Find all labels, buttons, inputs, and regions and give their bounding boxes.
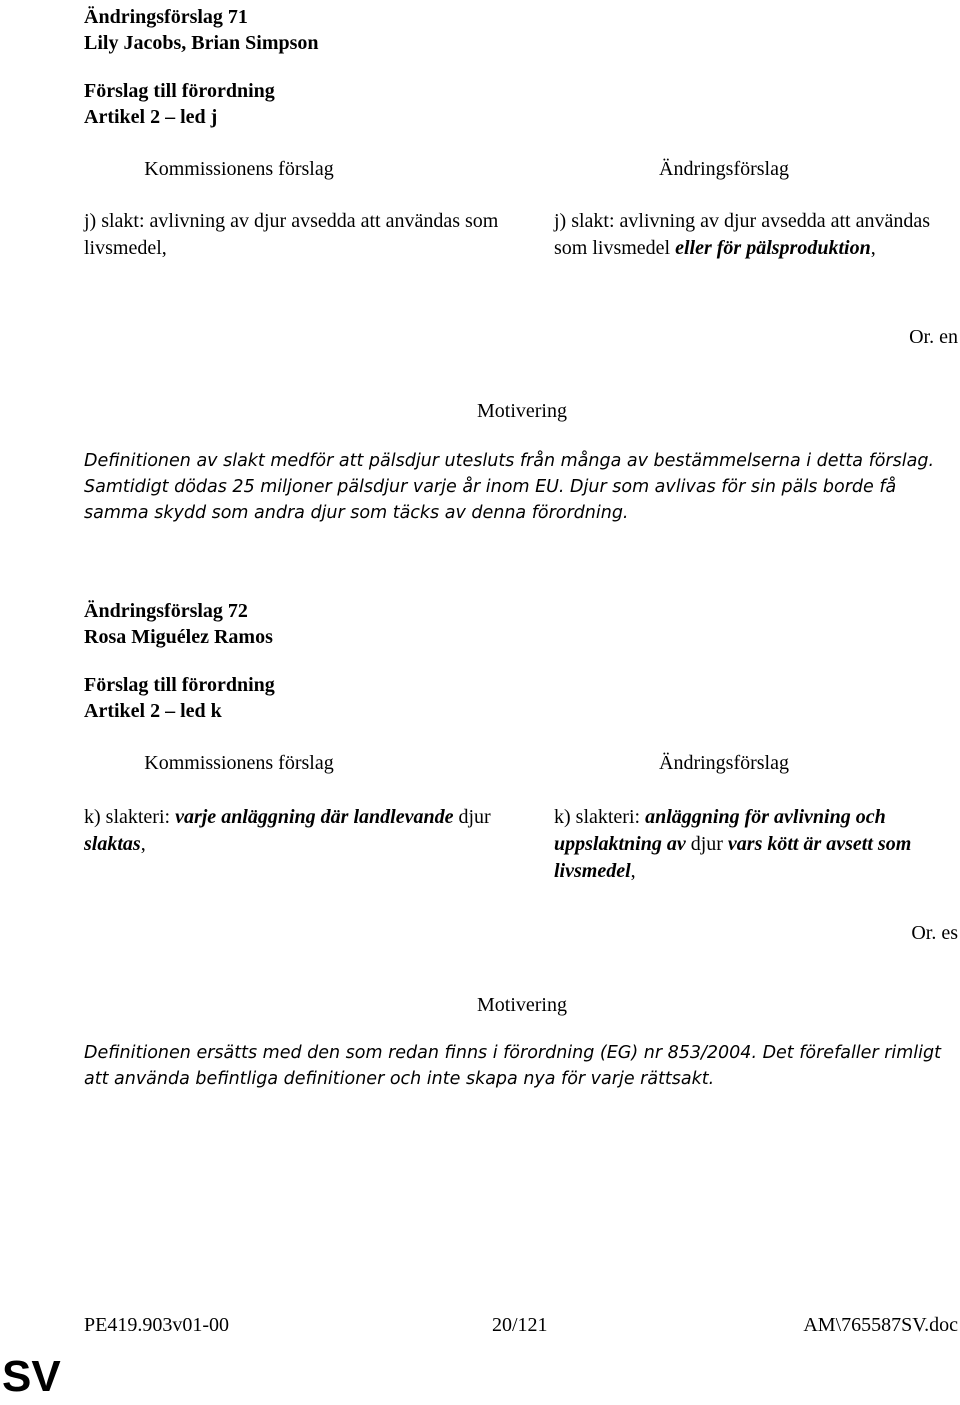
column-headings <box>84 750 960 776</box>
article-reference: Artikel 2 – led j <box>84 106 218 128</box>
article-reference: Artikel 2 – led k <box>84 700 222 722</box>
document-reference: PE419.903v01-00 <box>84 1314 229 1336</box>
amendment-heading: Ändringsförslag <box>659 752 789 774</box>
commission-proposal-heading: Kommissionens förslag <box>144 158 334 180</box>
amendment-text-mid: djur <box>685 833 728 855</box>
commission-text-emphasis-1: varje anläggning där landlevande <box>175 806 454 828</box>
amendment-text-end: , <box>630 860 636 882</box>
proposal-title: Förslag till förordning <box>84 674 275 696</box>
amendment-authors: Rosa Miguélez Ramos <box>84 626 273 648</box>
original-language: Or. es <box>911 922 958 944</box>
amendment-text <box>554 804 960 885</box>
amendment-text-emphasis-1: anläggning för avlivning och uppslaktning av <box>554 806 886 855</box>
justification-heading: Motivering <box>477 400 567 422</box>
amendment-text-plain: j) slakt: avlivning av djur avsedda att användas som livsmedel <box>554 210 931 259</box>
commission-text-prefix: k) slakteri: <box>84 806 176 828</box>
justification-text: Definitionen av slakt medför att pälsdjur utesluts från många av bestämmelserna i detta förslag. Samtidigt dödas 25 miljoner pälsdjur varje år inom EU. Djur som avlivas för sin päls borde få samma skydd som andra djur som täcks av denna förordning. <box>84 451 935 523</box>
amendment-number: Ändringsförslag 72 <box>84 600 248 622</box>
commission-text: j) slakt: avlivning av djur avsedda att användas som livsmedel, <box>84 210 499 259</box>
proposal-title: Förslag till förordning <box>84 80 275 102</box>
commission-text-end: , <box>140 833 146 855</box>
justification-heading: Motivering <box>477 994 567 1016</box>
language-code: SV <box>2 1352 61 1401</box>
original-language: Or. en <box>909 326 958 348</box>
amendment-authors: Lily Jacobs, Brian Simpson <box>84 32 319 54</box>
amendment-text-end: , <box>870 237 876 259</box>
column-headings <box>84 156 960 182</box>
justification-text: Definitionen ersätts med den som redan finns i förordning (EG) nr 853/2004. Det förefaller rimligt att använda befintliga definitioner och inte skapa nya för varje rättsakt. <box>84 1043 941 1089</box>
commission-proposal-heading: Kommissionens förslag <box>144 752 334 774</box>
amendment-heading: Ändringsförslag <box>659 158 789 180</box>
commission-text-emphasis-2: slaktas <box>84 833 141 855</box>
file-name: AM\765587SV.doc <box>803 1314 958 1336</box>
amendment-text <box>554 208 960 262</box>
amendment-text-prefix: k) slakteri: <box>554 806 646 828</box>
amendment-72 <box>84 598 960 1089</box>
page-number: 20/121 <box>492 1314 548 1336</box>
commission-text-mid: djur <box>453 806 491 828</box>
amendment-text-emphasis-2: vars kött är avsett som livsmedel <box>554 833 912 882</box>
commission-text <box>84 804 504 858</box>
amendment-71 <box>84 4 960 523</box>
amendment-text-emphasis: eller för pälsproduktion <box>675 237 871 259</box>
amendment-number: Ändringsförslag 71 <box>84 6 248 28</box>
page-footer <box>84 1312 960 1338</box>
